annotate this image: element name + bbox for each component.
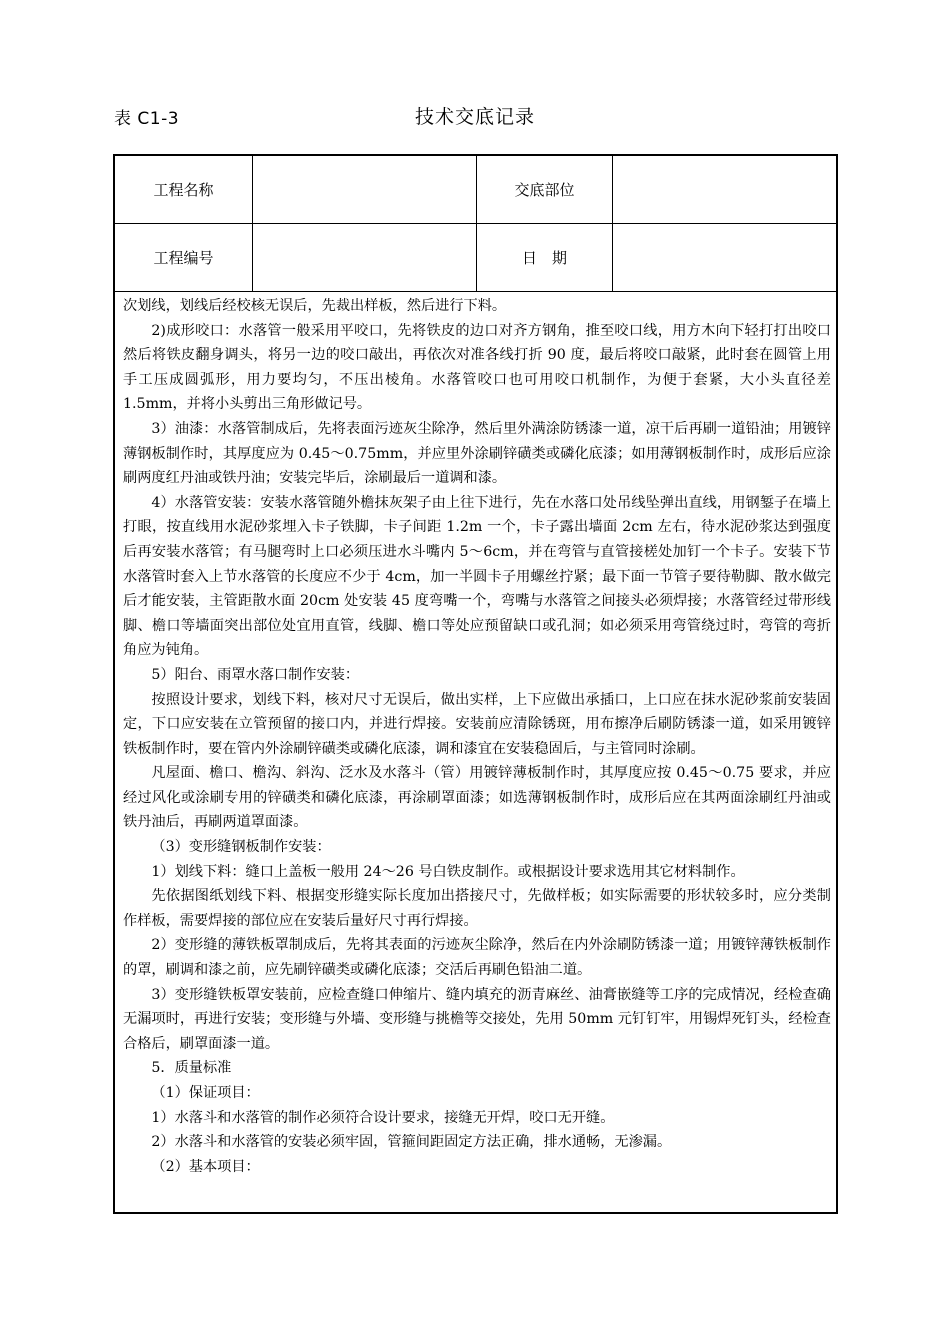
form-code: 表 C1-3 [114, 109, 180, 129]
paragraph: 2)成形咬口：水落管一般采用平咬口，先将铁皮的边口对齐方钢角，推至咬口线，用方木向下轻打打出咬口然后将铁皮翻身调头，将另一边的咬口敲出，再依次对准各线打折 90 度，最后将咬口敲紧，此时套在圆管上用手工压成圆弧形，用力要均匀，不压出棱角。水落管咬口也可用咬口机制作，为便于套紧，大小头直径差 1.5mm，并将小头剪出三角形做记号。 [123, 322, 831, 413]
location-field[interactable] [613, 156, 836, 223]
paragraph: 2）水落斗和水落管的安装必须牢固，管箍间距固定方法正确，排水通畅，无渗漏。 [151, 1134, 672, 1151]
project-no-label: 工程编号 [153, 249, 214, 267]
date-field[interactable] [613, 224, 836, 291]
project-name-label: 工程名称 [153, 181, 214, 199]
page-title: 技术交底记录 [414, 106, 535, 128]
paragraph: 1）水落斗和水落管的制作必须符合设计要求，接缝无开焊，咬口无开缝。 [151, 1109, 615, 1126]
project-name-field[interactable] [253, 156, 476, 223]
date-label: 日 期 [521, 249, 567, 267]
paragraph: 3）油漆：水落管制成后，先将表面污迹灰尘除净，然后里外满涂防锈漆一道，凉干后再刷一道铅油；用镀锌薄钢板制作时，其厚度应为 0.45～0.75mm，并应里外涂刷锌磺类或磷化底漆；如用薄钢板制作时，成形后应涂刷两度红丹油或铁丹油；安装完毕后，涂刷最后一道调和漆。 [123, 420, 831, 487]
paragraph: 3）变形缝铁板罩安装前，应检查缝口伸缩片、缝内填充的沥青麻丝、油膏嵌缝等工序的完成情况，经检查确无漏项时，再进行安装；变形缝与外墙、变形缝与挑檐等交接处，先用 50mm 元钉钉牢，用锡焊死钉头，经检查合格后，刷罩面漆一道。 [123, 986, 831, 1052]
disclosure-content [123, 294, 831, 1179]
paragraph: （3）变形缝钢板制作安装： [151, 839, 331, 856]
project-no-field[interactable] [253, 224, 476, 291]
location-label: 交底部位 [514, 181, 575, 199]
paragraph: 1）划线下料：缝口上盖板一般用 24～26 号白铁皮制作。或根据设计要求选用其它材料制作。 [151, 863, 745, 880]
paragraph: 2）变形缝的薄铁板罩制成后，先将其表面的污迹灰尘除净，然后在内外涂刷防锈漆一道；用镀锌薄铁板制作的罩，刷调和漆之前，应先刷锌磺类或磷化底漆；交活后再刷色铅油二道。 [123, 937, 831, 979]
paragraph: 4）水落管安装：安装水落管随外檐抹灰架子由上往下进行，先在水落口处吊线坠弹出直线，用钢錾子在墙上打眼，按直线用水泥砂浆埋入卡子铁脚，卡子间距 1.2m 一个，卡子露出墙面 2cm 左右，待水泥砂浆达到强度后再安装水落管；有马腿弯时上口必须压进水斗嘴内 5～6cm，并在弯管与直管接槎处加钉一个卡子。安装下节水落管时套入上节水落管的长度应不少于 4cm，加一半圆卡子用螺丝拧紧；最下面一节管子要待勒脚、散水做完后才能安装，主管距散水面 20cm 处安装 45 度弯嘴一个，弯嘴与水落管之间接头必须焊接；水落管经过带形线脚、檐口等墙面突出部位处宜用直管，线脚、檐口等处应预留缺口或孔洞；如必须采用弯管绕过时，弯管的弯折角应为钝角。 [123, 494, 831, 659]
paragraph: （1）保证项目： [151, 1085, 260, 1101]
paragraph: 按照设计要求，划线下料，核对尺寸无误后，做出实样，上下应做出承插口，上口应在抹水泥砂浆前安装固定，下口应安装在立管预留的接口内，并进行焊接。安装前应清除锈斑，用布擦净后刷防锈漆一道，如采用镀锌铁板制作时，要在管内外涂刷锌磺类或磷化底漆，调和漆宜在安装稳固后，与主管同时涂刷。 [123, 691, 831, 757]
paragraph: 先依据图纸划线下料、根据变形缝实际长度加出搭接尺寸，先做样板；如实际需要的形状较多时，应分类制作样板，需要焊接的部位应在安装后量好尺寸再行焊接。 [123, 888, 831, 929]
info-table [115, 156, 836, 292]
paragraph: 凡屋面、檐口、檐沟、斜沟、泛水及水落斗（管）用镀锌薄板制作时，其厚度应按 0.45～0.75 要求，并应经过风化或涂刷专用的锌磺类和磷化底漆，再涂刷罩面漆；如选薄钢板制作时，成形后应在其两面涂刷红丹油或铁丹油后，再刷两道罩面漆。 [123, 765, 831, 831]
paragraph: 5．质量标准 [151, 1060, 232, 1077]
record-frame [113, 154, 838, 1214]
paragraph: 次划线，划线后经校核无误后，先裁出样板，然后进行下料。 [123, 298, 507, 314]
paragraph: 5）阳台、雨罩水落口制作安装： [151, 666, 360, 683]
table-divider [115, 291, 836, 292]
paragraph: （2）基本项目： [151, 1158, 260, 1175]
